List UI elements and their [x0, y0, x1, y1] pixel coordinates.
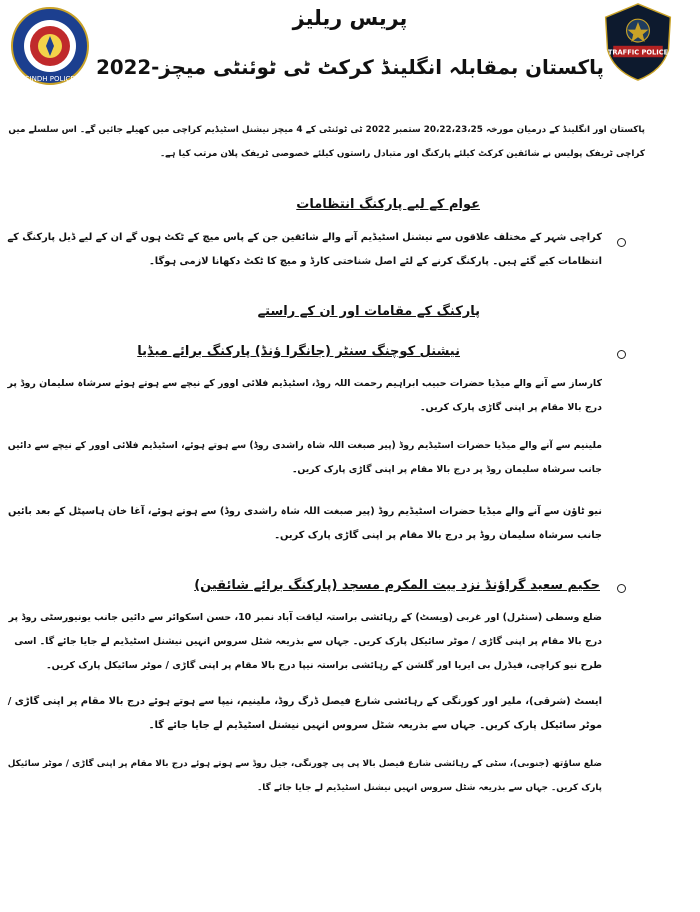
route-line: درج بالا مقام پر اپنی گاڑی پارک کریں۔: [419, 402, 602, 413]
page-title: پریس ریلیز: [292, 6, 408, 30]
bullet-icon: [617, 238, 626, 247]
route-line: موٹر سائیکل پارک کریں۔ جہاں سے بذریعہ شٹل سروس انہیں نیشنل اسٹیڈیم لے جایا جائے گا۔: [148, 720, 602, 731]
route-line: طرح نیو کراچی، فیڈرل بی ایریا اور گلشن کے رہائشی براستہ نیپا درج بالا مقام پر اپنی گاڑی / موٹر سائیکل پارک کریں۔: [46, 660, 602, 671]
media-route-millennium: [8, 434, 602, 482]
intro-line: پاکستان اور انگلینڈ کے درمیان مورخہ 20،22،23،25 ستمبر 2022 ٹی ٹوئنٹی کے 4 میچز نیشنل اسٹیڈیم کراچی میں کھیلے جائیں گے۔ اس سلسلے میں: [8, 125, 645, 135]
intro-line: کراچی ٹریفک پولیس نے شائقین کرکٹ کیلئے پارکنگ اور متبادل راستوں کیلئے خصوصی ٹریفک پلان مرتب کیا ہے۔: [159, 149, 645, 159]
bullet-icon: [617, 584, 626, 593]
route-line: سے آنے والے میڈیا حضرات حبیب ابراہیم رحمت اللہ روڈ، اسٹیڈیم فلائی اوور کے نیچے سے ہوتے ہوئے سرشاہ سلیمان روڈ پر: [7, 378, 566, 389]
fans-route-south-city: [8, 752, 602, 800]
fans-route-central-west: [9, 606, 602, 678]
public-parking-line: انتظامات کیے گئے ہیں۔ پارکنگ کرنے کے لئے اصل شناختی کارڈ و میچ کا ٹکٹ دکھانا لازمی ہوگا۔: [149, 256, 602, 267]
public-parking-paragraph: [7, 226, 602, 274]
section-heading-media-parking: نیشنل کوچنگ سنٹر (جانگرا ؤنڈ) پارکنگ برائے میڈیا: [137, 344, 460, 359]
route-line: جانب سرشاہ سلیمان روڈ پر درج بالا مقام پر اپنی گاڑی پارک کریں۔: [274, 530, 602, 541]
svg-text:TRAFFIC POLICE: TRAFFIC POLICE: [607, 48, 669, 57]
media-route-new-town: [8, 500, 602, 548]
bullet-icon: [617, 350, 626, 359]
section-heading-fans-parking: حکیم سعید گراؤنڈ نزد بیت المکرم مسجد (پارکنگ برائے شائقین): [194, 578, 600, 593]
route-line: کے رہائشی شارع فیصل ڈرگ روڈ، ملینیم، نیپا سے ہوتے ہوئے درج بالا مقام پر اپنی گاڑی /: [7, 696, 439, 707]
page-subtitle: پاکستان بمقابلہ انگلینڈ کرکٹ ٹی ٹوئنٹی میچز-2022: [96, 56, 604, 79]
route-label-east: ایسٹ (شرقی)، ملیر اور کورنگی: [441, 696, 602, 707]
public-parking-line: کراچی شہر کے مختلف علاقوں سے نیشنل اسٹیڈیم آنے والے شائقین جن کے پاس میچ کے ٹکٹ ہوں گے ان کے لیے ڈیل پارکنگ کے: [7, 232, 602, 243]
route-line: جانب سرشاہ سلیمان روڈ پر درج بالا مقام پر اپنی گاڑی پارک کریں۔: [291, 464, 602, 475]
route-label-central-west: ضلع وسطی (سنٹرل) اور غربی (ویسٹ): [415, 612, 602, 623]
route-line: پارک کریں۔ جہاں سے بذریعہ شٹل سروس انہیں نیشنل اسٹیڈیم لے جایا جائے گا۔: [257, 783, 602, 793]
route-label-new-town: نیو ٹاؤن: [562, 506, 602, 517]
route-label-south: ضلع ساؤتھ (جنوبی)، سٹی: [485, 759, 602, 769]
route-line: درج بالا مقام پر اپنی گاڑی / موٹر سائیکل پارک کریں۔ جہاں سے بذریعہ شٹل سروس انہیں نیشنل اسٹیڈیم لے جایا جائے گا۔ اسی: [14, 636, 602, 647]
section-heading-parking-locations: پارکنگ کے مقامات اور ان کے راستے: [257, 304, 480, 319]
section-heading-public-parking: عوام کے لیے پارکنگ انتظامات: [296, 197, 480, 212]
route-label-millennium: ملینیم: [573, 440, 602, 451]
media-route-karsaz: [7, 372, 602, 420]
intro-paragraph: [8, 118, 645, 166]
svg-text:SINDH POLICE: SINDH POLICE: [25, 75, 75, 83]
fans-route-east-malir-korangi: [8, 690, 602, 738]
route-line: سے آنے والے میڈیا حضرات اسٹیڈیم روڈ (پیر صبغت اللہ شاہ راشدی روڈ) سے ہوتے ہوئے، آغا خان ہاسپٹل کے بعد بائیں: [8, 506, 560, 517]
route-line: کے رہائشی شارع فیصل بالا پی پی چورنگی، جیل روڈ سے ہوتے ہوئے درج بالا مقام پر اپنی گاڑی / موٹر سائیکل: [7, 759, 483, 769]
route-label-karsaz: کارساز: [569, 378, 602, 389]
route-line: کے رہائشی براستہ لیاقت آباد نمبر 10، حسن اسکوائر سے دائیں جانب یونیورسٹی روڈ پر: [8, 612, 413, 623]
route-line: سے آنے والے میڈیا حضرات اسٹیڈیم روڈ (پیر صبغت اللہ شاہ راشدی روڈ) سے ہوتے ہوئے، اسٹیڈیم فلائی اوور کے نیچے سے دائیں: [7, 440, 571, 451]
